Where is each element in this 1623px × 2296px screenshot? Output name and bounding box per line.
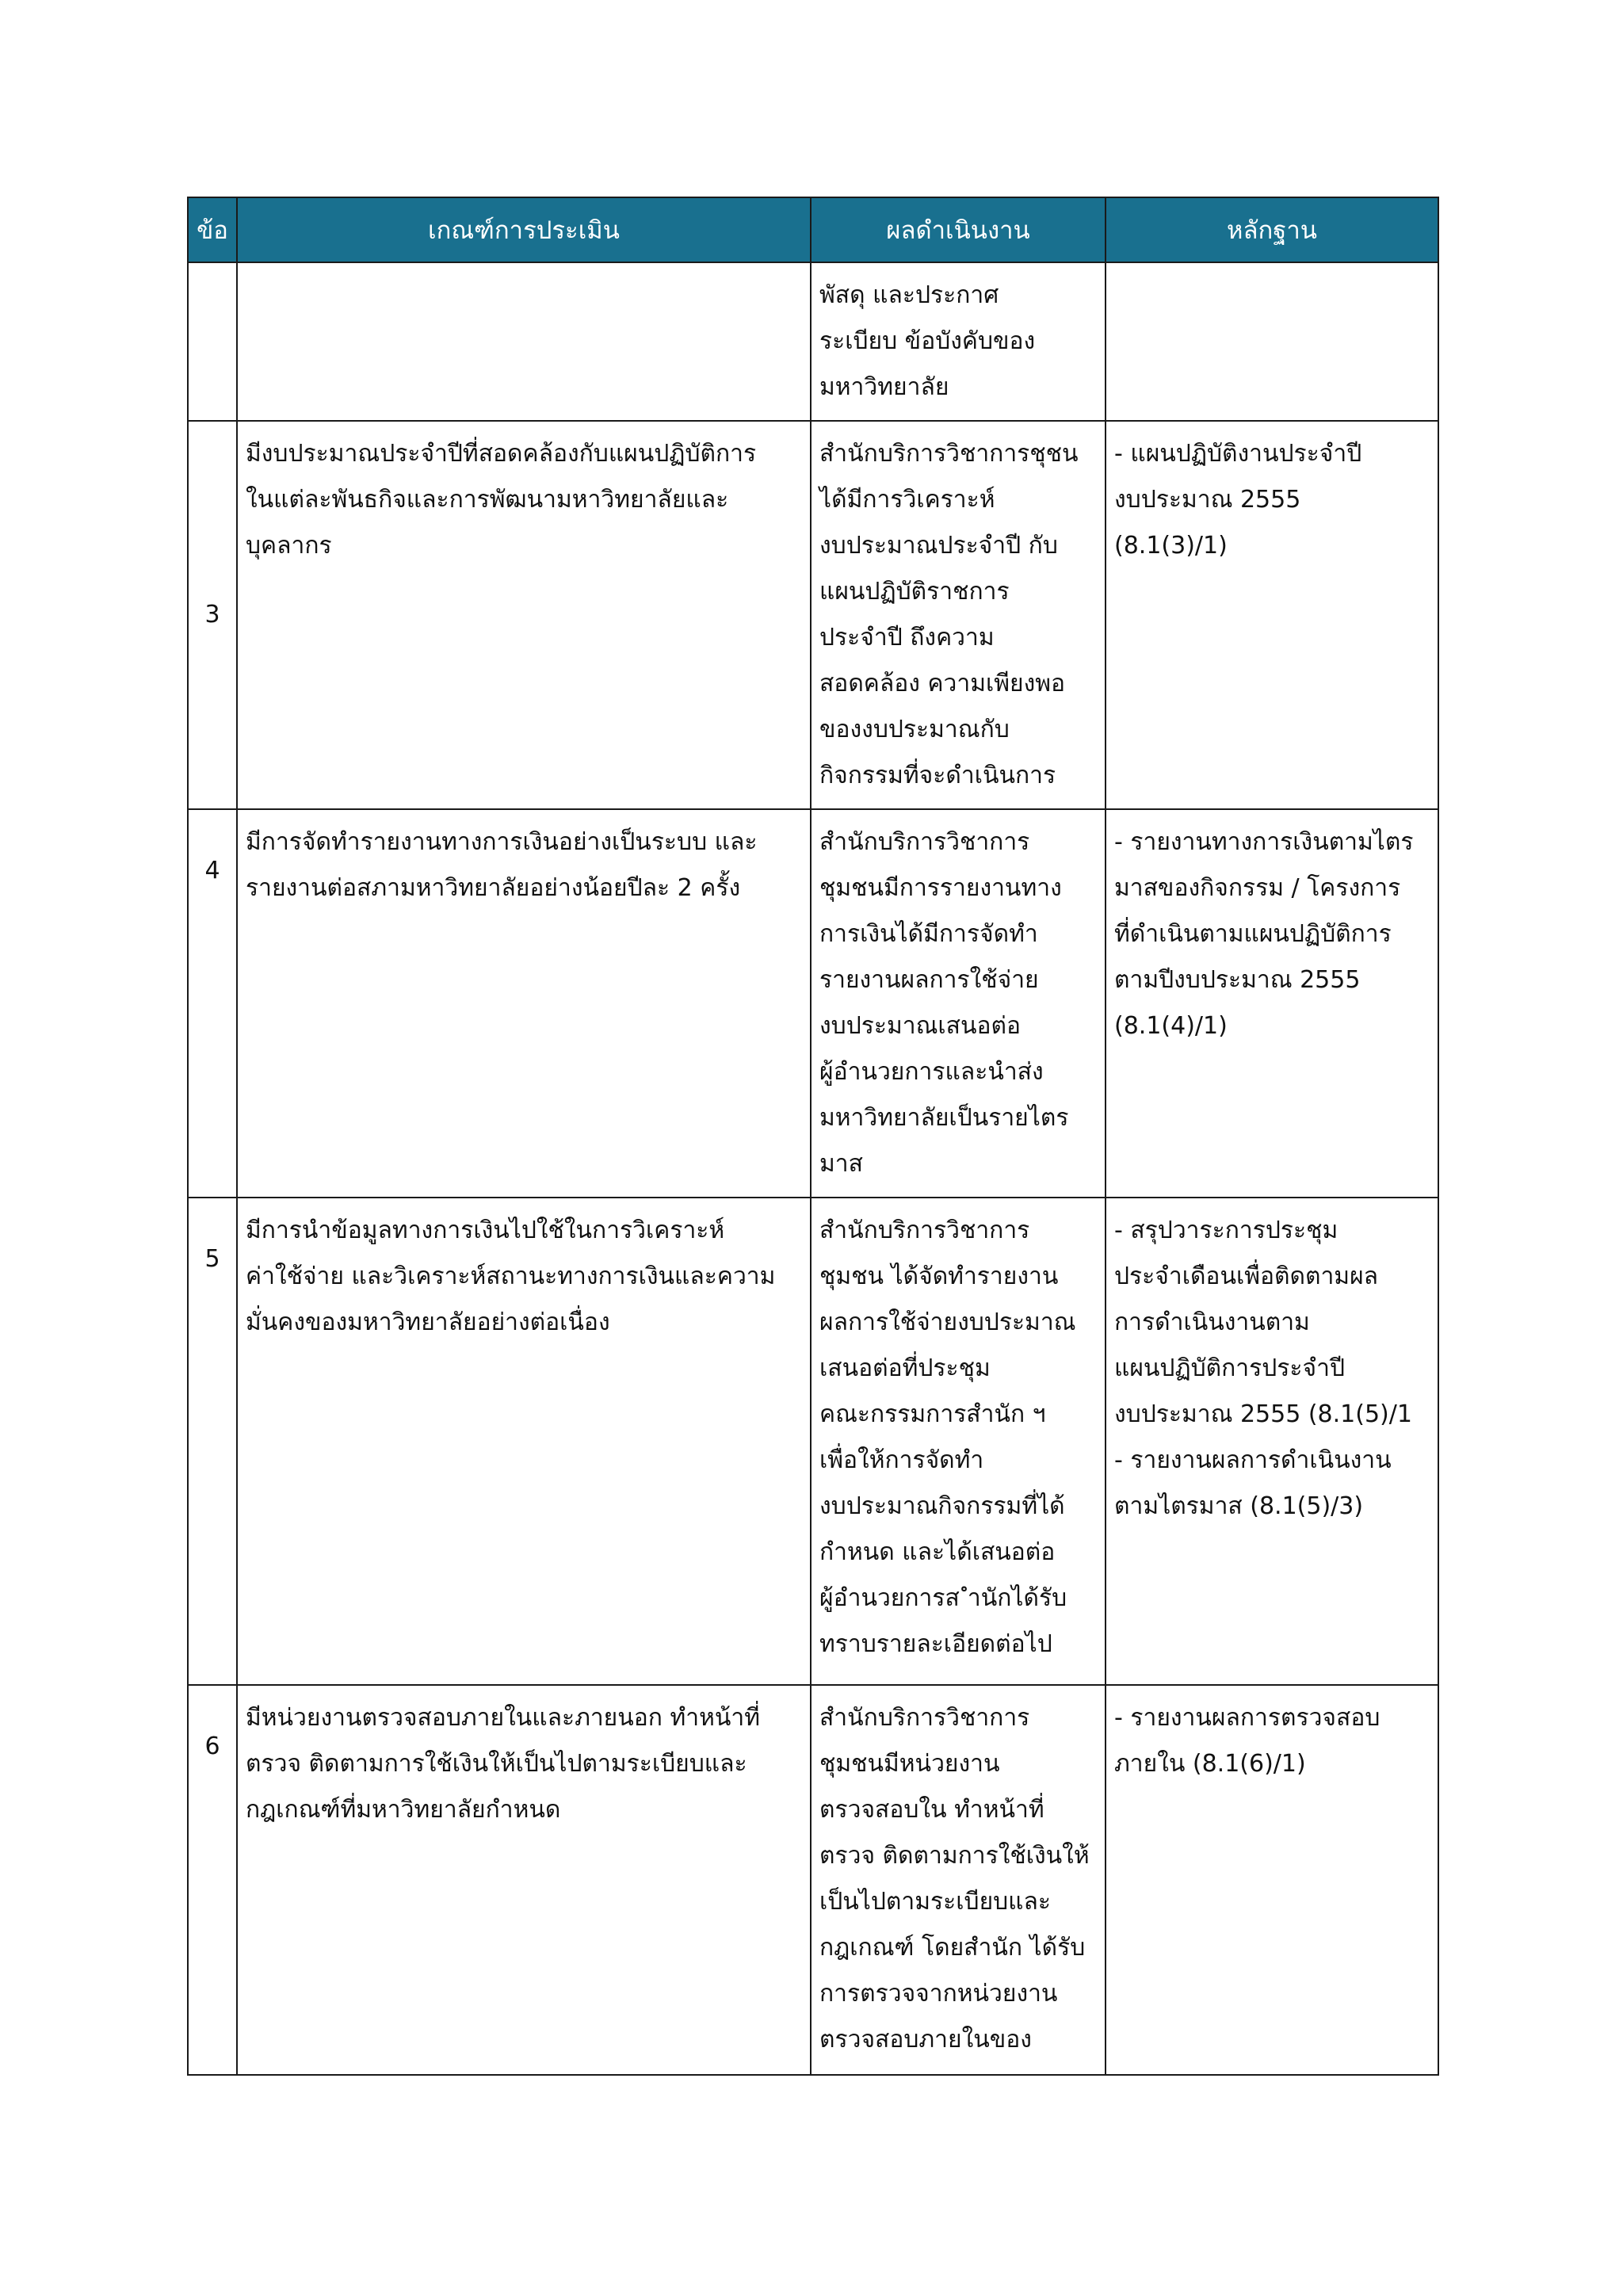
row-number: 4	[188, 809, 237, 1198]
header-evidence: หลักฐาน	[1106, 197, 1438, 262]
evidence-cell: - สรุปวาระการประชุม ประจำเดือนเพื่อติดตามผล การดำเนินงานตาม แผนปฏิบัติการประจำปี งบประมาณ 2555 (8.1(5)/1 - รายงานผลการดำเนินงาน ตามไตรมาส (8.1(5)/3)	[1106, 1198, 1438, 1685]
row-number: 6	[188, 1685, 237, 2075]
evidence-cell: - รายงานผลการตรวจสอบ ภายใน (8.1(6)/1)	[1106, 1685, 1438, 2075]
criterion-cell: มีหน่วยงานตรวจสอบภายในและภายนอก ทำหน้าที่ ตรวจ ติดตามการใช้เงินให้เป็นไปตามระเบียบและ กฎเกณฑ์ที่มหาวิทยาลัยกำหนด	[237, 1685, 811, 2075]
table-header-row	[188, 197, 1438, 262]
criterion-cell: มีงบประมาณประจำปีที่สอดคล้องกับแผนปฏิบัติการ ในแต่ละพันธกิจและการพัฒนามหาวิทยาลัยและ บุคลากร	[237, 421, 811, 809]
assessment-table	[187, 197, 1439, 2076]
table-row	[188, 421, 1438, 809]
header-item-no: ข้อ	[188, 197, 237, 262]
table-row	[188, 262, 1438, 421]
header-criterion: เกณฑ์การประเมิน	[237, 197, 811, 262]
result-cell: สำนักบริการวิชาการ ชุมชน ได้จัดทำรายงาน ผลการใช้จ่ายงบประมาณ เสนอต่อที่ประชุม คณะกรรมการสำนัก ฯ เพื่อให้การจัดทำ งบประมาณกิจกรรมที่ได้ กำหนด และได้เสนอต่อ ผู้อำนวยการส ำนักได้รับ ทราบรายละเอียดต่อไป	[811, 1198, 1106, 1685]
row-number	[188, 262, 237, 421]
criterion-cell	[237, 262, 811, 421]
evidence-cell: - รายงานทางการเงินตามไตร มาสของกิจกรรม / โครงการ ที่ดำเนินตามแผนปฏิบัติการ ตามปีงบประมาณ 2555 (8.1(4)/1)	[1106, 809, 1438, 1198]
evidence-cell: - แผนปฏิบัติงานประจำปี งบประมาณ 2555 (8.1(3)/1)	[1106, 421, 1438, 809]
result-cell: พัสดุ และประกาศ ระเบียบ ข้อบังคับของ มหาวิทยาลัย	[811, 262, 1106, 421]
result-cell: สำนักบริการวิชาการ ชุมชนมีหน่วยงาน ตรวจสอบใน ทำหน้าที่ ตรวจ ติดตามการใช้เงินให้ เป็นไปตามระเบียบและ กฎเกณฑ์ โดยสำนัก ได้รับ การตรวจจากหน่วยงาน ตรวจสอบภายในของ	[811, 1685, 1106, 2075]
table-row	[188, 1198, 1438, 1685]
criterion-cell: มีการนำข้อมูลทางการเงินไปใช้ในการวิเคราะห์ ค่าใช้จ่าย และวิเคราะห์สถานะทางการเงินและความ มั่นคงของมหาวิทยาลัยอย่างต่อเนื่อง	[237, 1198, 811, 1685]
row-number: 3	[188, 421, 237, 809]
result-cell: สำนักบริการวิชาการ ชุมชนมีการรายงานทาง การเงินได้มีการจัดทำ รายงานผลการใช้จ่าย งบประมาณเสนอต่อ ผู้อำนวยการและนำส่ง มหาวิทยาลัยเป็นรายไตร มาส	[811, 809, 1106, 1198]
criterion-cell: มีการจัดทำรายงานทางการเงินอย่างเป็นระบบ และ รายงานต่อสภามหาวิทยาลัยอย่างน้อยปีละ 2 ครั้ง	[237, 809, 811, 1198]
table-row	[188, 1685, 1438, 2075]
evidence-cell	[1106, 262, 1438, 421]
table-row	[188, 809, 1438, 1198]
row-number: 5	[188, 1198, 237, 1685]
result-cell: สำนักบริการวิชาการชุชน ได้มีการวิเคราะห์ งบประมาณประจำปี กับ แผนปฏิบัติราชการ ประจำปี ถึงความ สอดคล้อง ความเพียงพอ ของงบประมาณกับ กิจกรรมที่จะดำเนินการ	[811, 421, 1106, 809]
header-result: ผลดำเนินงาน	[811, 197, 1106, 262]
